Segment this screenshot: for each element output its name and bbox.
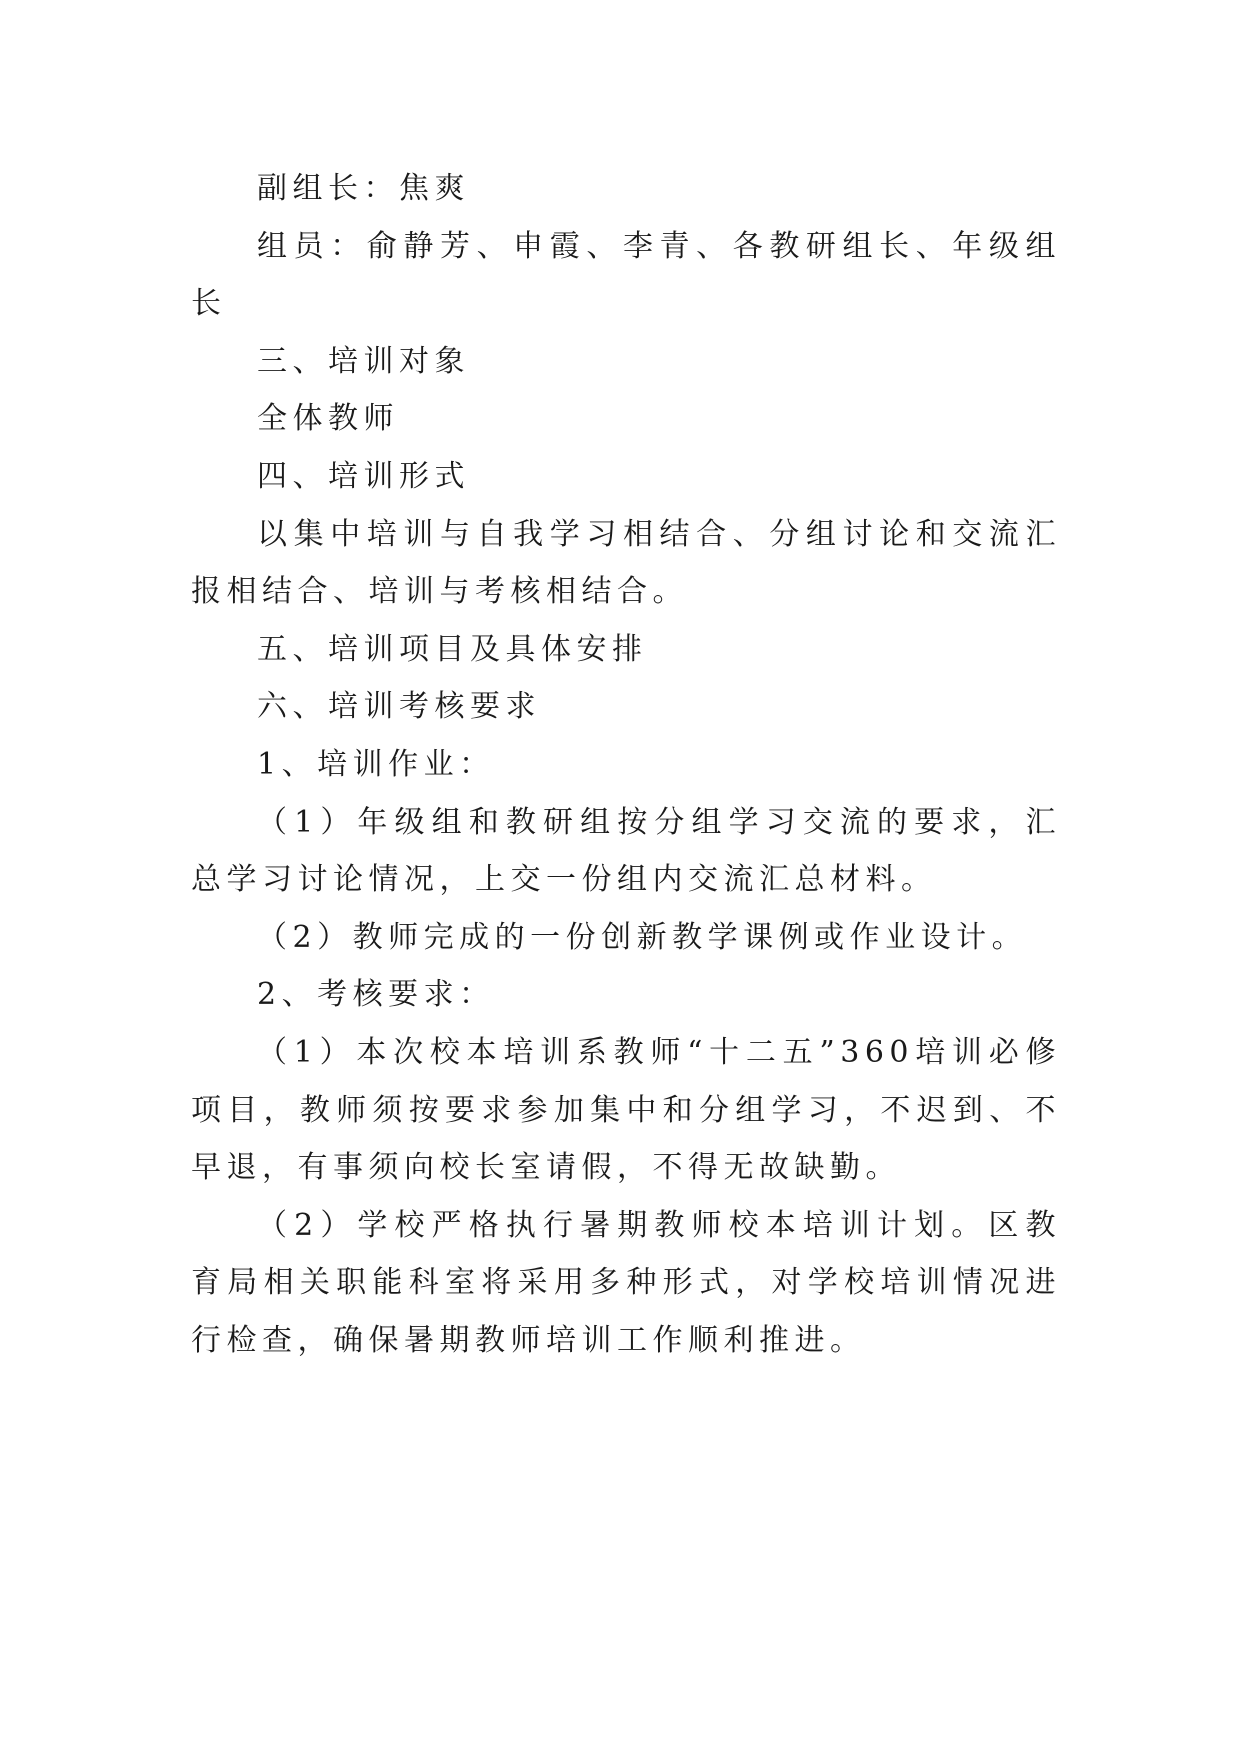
subheading-assessment-requirements: 2、考核要求： — [257, 977, 495, 1013]
document-body — [191, 160, 1061, 1369]
deputy-leader-line: 副组长：焦爽 — [257, 171, 470, 206]
section-heading-training-target: 三、培训对象 — [257, 343, 470, 379]
training-form-text: 以集中培训与自我学习相结合、分组讨论和交流汇报相结合、培训与考核相结合。 — [191, 516, 1061, 610]
section-heading-assessment: 六、培训考核要求 — [257, 689, 541, 725]
assignment-item-2: （2）教师完成的一份创新教学课例或作业设计。 — [257, 919, 1028, 955]
assignment-item-1: （1）年级组和教研组按分组学习交流的要求，汇总学习讨论情况，上交一份组内交流汇总材料。 — [191, 804, 1061, 898]
training-target-text: 全体教师 — [257, 401, 399, 437]
members-line: 组员：俞静芳、申霞、李青、各教研组长、年级组长 — [191, 228, 1061, 322]
subheading-training-assignment: 1、培训作业： — [257, 746, 495, 782]
section-heading-training-items: 五、培训项目及具体安排 — [257, 631, 648, 667]
requirement-item-1: （1）本次校本培训系教师“十二五”360培训必修项目，教师须按要求参加集中和分组学习，不迟到、不早退，有事须向校长室请假，不得无故缺勤。 — [191, 1034, 1061, 1186]
requirement-item-2: （2）学校严格执行暑期教师校本培训计划。区教育局相关职能科室将采用多种形式，对学校培训情况进行检查，确保暑期教师培训工作顺利推进。 — [191, 1207, 1061, 1358]
section-heading-training-form: 四、培训形式 — [257, 458, 470, 494]
